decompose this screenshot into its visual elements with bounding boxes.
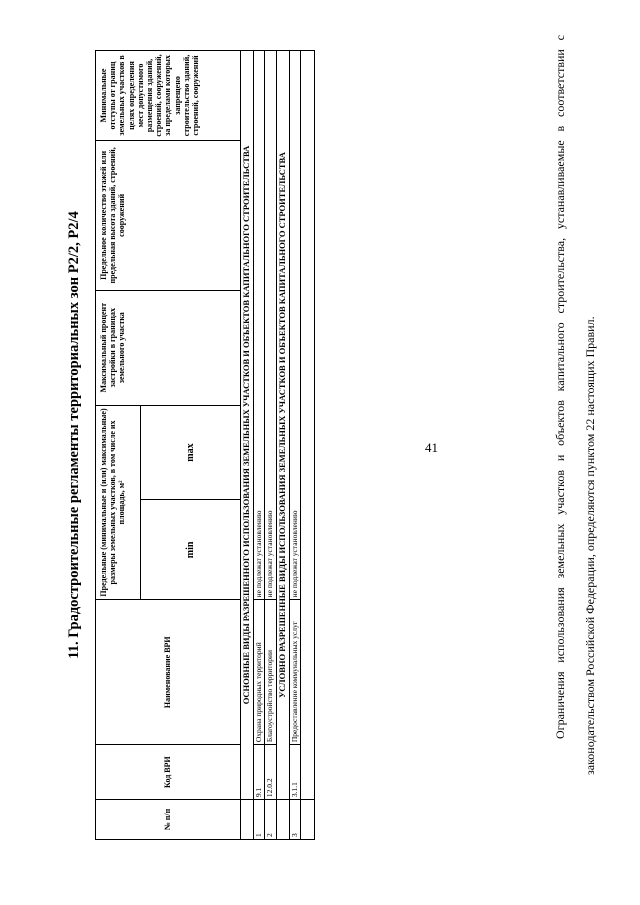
regulations-table: [95, 50, 315, 840]
row-code: 12.0.2: [265, 745, 277, 800]
row-num: 1: [253, 800, 265, 840]
section-main-row: [241, 51, 254, 840]
table-row: [289, 51, 301, 840]
header-code: Код ВРИ: [96, 745, 241, 800]
row-num: 2: [265, 800, 277, 840]
row-name: Предоставление коммунальных услуг: [289, 600, 301, 745]
header-setbacks: Минимальные отступы от границ земельных участков в целях определения мест допустимого размещения зданий, строений, сооружений, за пределами которых запрещено строительство зданий, строений, сооружений: [96, 51, 241, 141]
header-name: Наименование ВРИ: [96, 600, 241, 745]
row-value: не подлежат установлению: [289, 51, 301, 600]
header-floors: Предельное количество этажей или предельная высота зданий, строений, сооружений: [96, 140, 241, 290]
table-row: [265, 51, 277, 840]
row-name: Охрана природных территорий: [253, 600, 265, 745]
table-row-empty: [301, 51, 315, 840]
header-percent: Максимальный процент застройки в границах земельного участка: [96, 290, 241, 405]
header-num: № п/п: [96, 800, 241, 840]
row-value: не подлежат установлению: [253, 51, 265, 600]
page-number: 41: [425, 440, 438, 455]
section-conditional-row: [277, 51, 290, 840]
footnote: [545, 35, 605, 775]
header-max: max: [141, 405, 241, 500]
document-title: 11. Градостроительные регламенты территориальных зон Р2/2, Р2/4: [66, 211, 82, 659]
section-conditional-label: УСЛОВНО РАЗРЕШЕННЫЕ ВИДЫ ИСПОЛЬЗОВАНИЯ ЗЕМЕЛЬНЫХ УЧАСТКОВ И ОБЪЕКТОВ КАПИТАЛЬНОГО СТРОИТЕЛЬСТВА: [277, 51, 290, 800]
footnote-text: Ограничения использования земельных участков и объектов капитального строительства, устанавливаемые в соответствии с законодательством Российской Федерации, определяются пунктом 22 настоящих Правил.: [553, 35, 597, 775]
row-name: Благоустройство территории: [265, 600, 277, 745]
section-main-label: ОСНОВНЫЕ ВИДЫ РАЗРЕШЕННОГО ИСПОЛЬЗОВАНИЯ ЗЕМЕЛЬНЫХ УЧАСТКОВ И ОБЪЕКТОВ КАПИТАЛЬНОГО СТРОИТЕЛЬСТВА: [241, 51, 254, 800]
header-sizes: Предельные (минимальные и (или) максимальные) размеры земельных участков, в том числе их площадь, м²: [96, 405, 141, 600]
row-value: не подлежат установлению: [265, 51, 277, 600]
table-header-row: [96, 51, 141, 840]
header-min: min: [141, 500, 241, 600]
table-row: [253, 51, 265, 840]
row-code: 9.1: [253, 745, 265, 800]
row-code: 3.1.1: [289, 745, 301, 800]
row-num: 3: [289, 800, 301, 840]
